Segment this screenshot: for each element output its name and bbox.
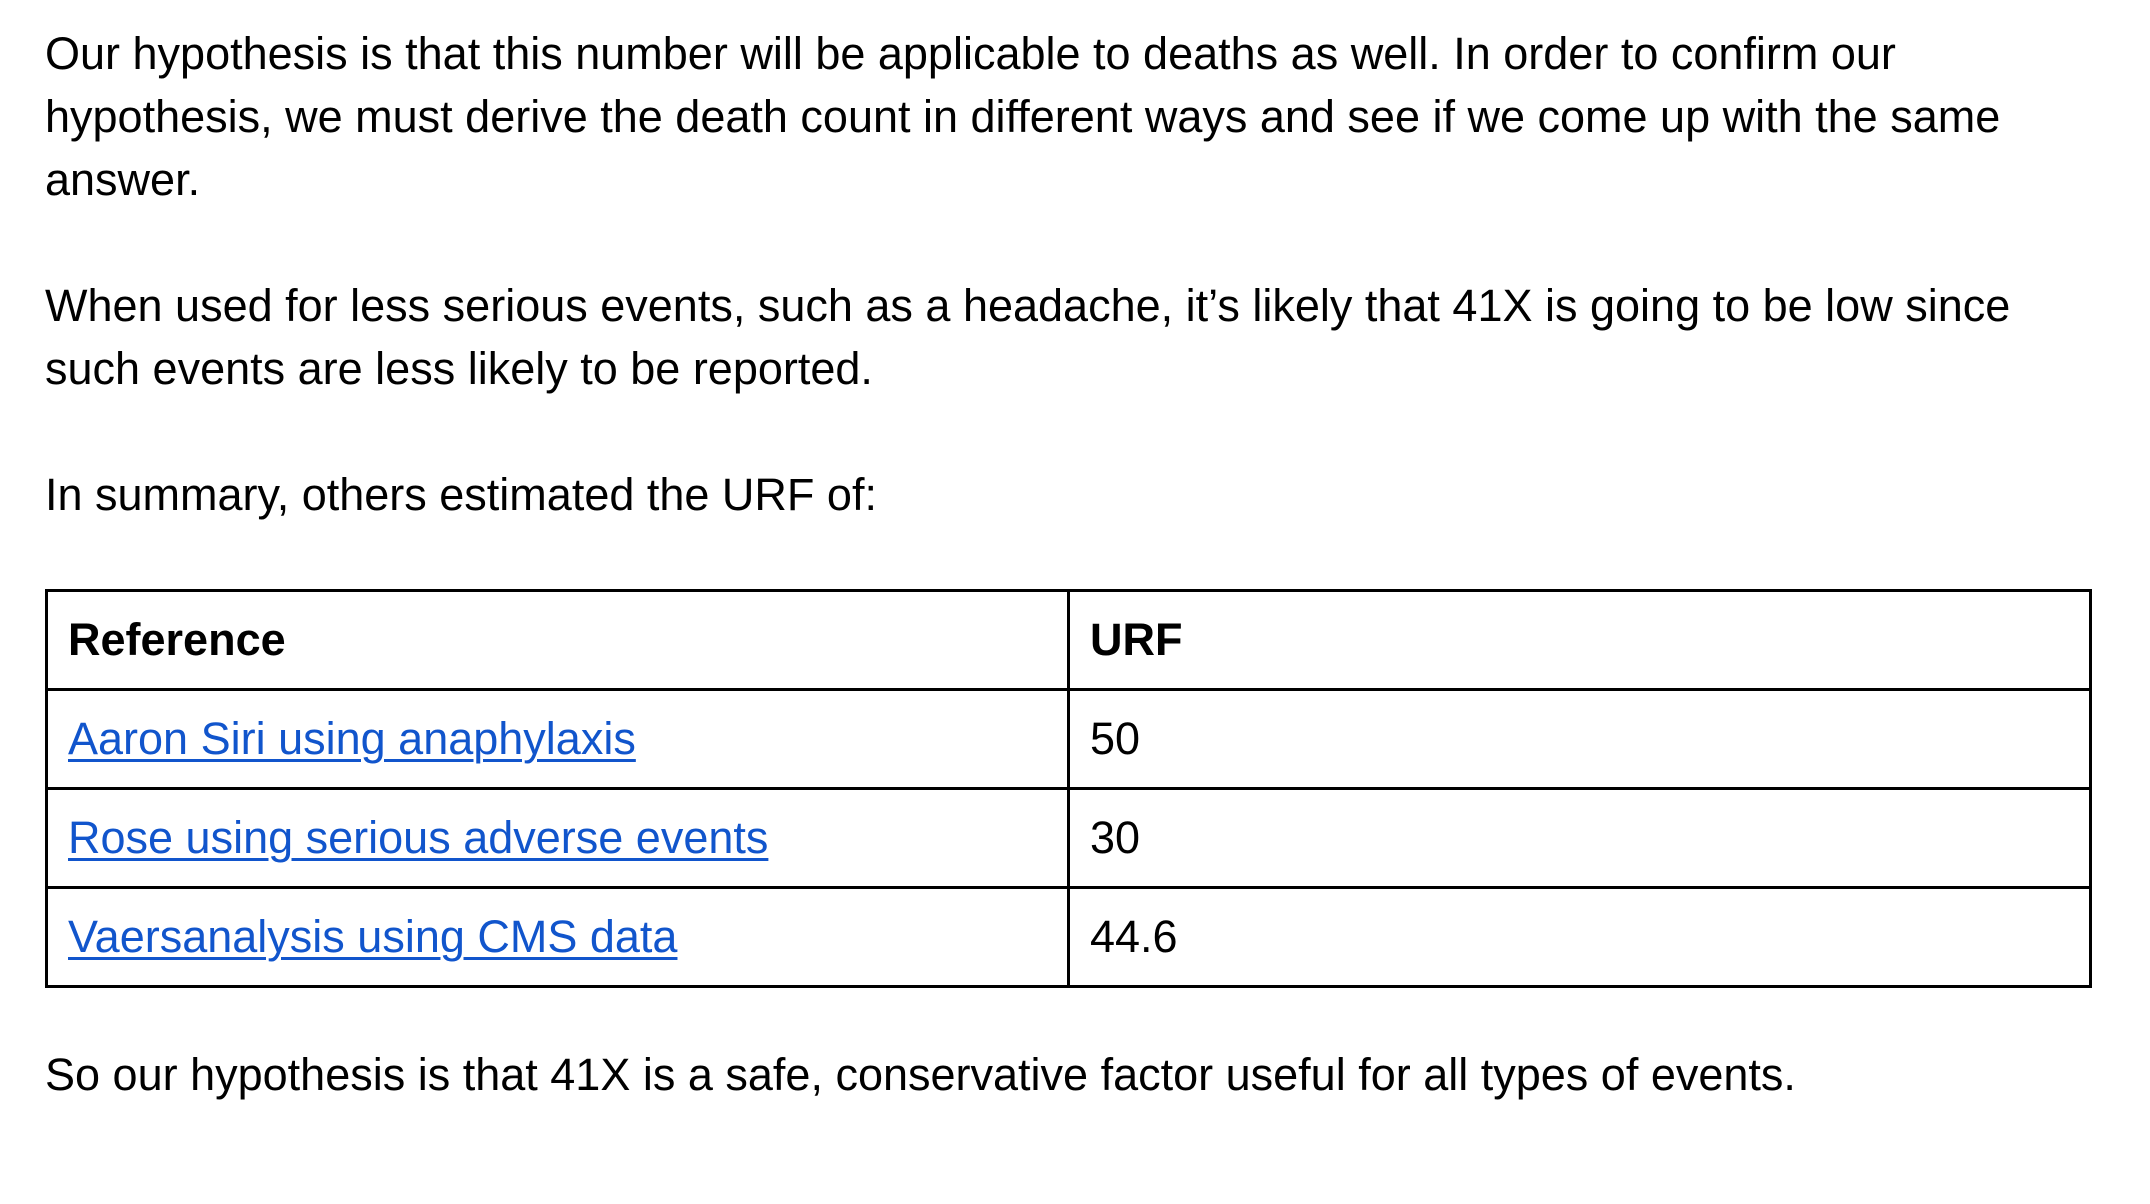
paragraph-spacer (45, 526, 2105, 589)
table-header-row (47, 591, 2091, 690)
paragraph-spacer (45, 211, 2105, 274)
urf-value-cell: 44.6 (1069, 888, 2091, 987)
header-reference: Reference (47, 591, 1069, 690)
document-body (45, 22, 2105, 1106)
paragraph-spacer (45, 400, 2105, 463)
conclusion-paragraph: So our hypothesis is that 41X is a safe, conservative factor useful for all types of events. (45, 1049, 1796, 1100)
summary-lead-paragraph: In summary, others estimated the URF of: (45, 469, 877, 520)
table-row (47, 888, 2091, 987)
table-row (47, 690, 2091, 789)
urf-table (45, 589, 2092, 988)
intro-paragraph: Our hypothesis is that this number will be applicable to deaths as well. In order to confirm our hypothesis, we must derive the death count in different ways and see if we come up with the same answer. (45, 28, 2001, 205)
less-serious-paragraph: When used for less serious events, such as a headache, it’s likely that 41X is going to be low since such events are less likely to be reported. (45, 280, 2011, 394)
urf-value-cell: 50 (1069, 690, 2091, 789)
reference-cell (47, 789, 1069, 888)
reference-link-vaersanalysis[interactable]: Vaersanalysis using CMS data (68, 911, 678, 962)
urf-value-cell: 30 (1069, 789, 2091, 888)
reference-link-rose[interactable]: Rose using serious adverse events (68, 812, 769, 863)
reference-cell (47, 690, 1069, 789)
header-urf: URF (1069, 591, 2091, 690)
reference-cell (47, 888, 1069, 987)
table-row (47, 789, 2091, 888)
reference-link-aaron-siri[interactable]: Aaron Siri using anaphylaxis (68, 713, 636, 764)
